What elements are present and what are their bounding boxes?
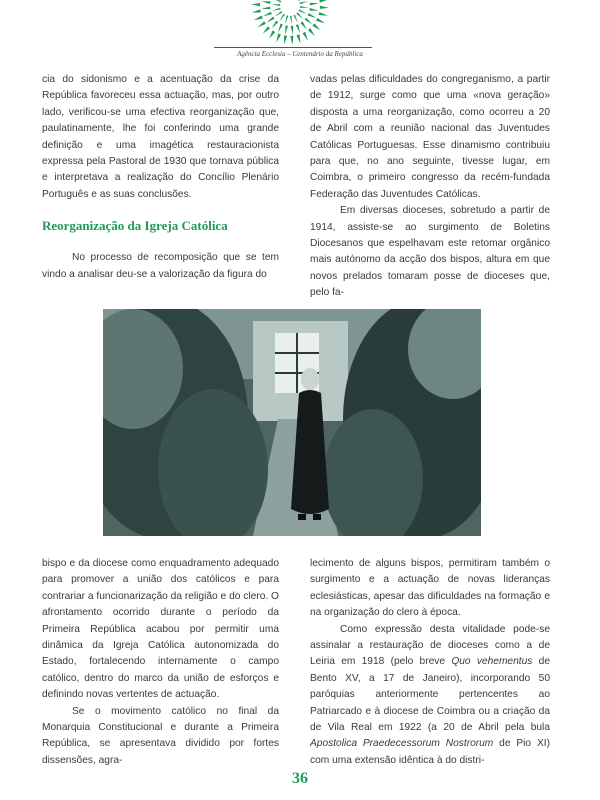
logo-ray [305,18,313,25]
text-run: Como expressão desta vitalidade pode-se assinalar a restauração de dioceses como a de Leiria em 1918 (pelo breve [310,623,550,668]
logo-ray [266,17,274,23]
header-caption: Agência Ecclesia – Centenário da República [237,50,363,58]
logo-ray [273,0,282,3]
paragraph: bispo e da diocese como enquadramento adequado para promover a união dos católicos e para contrariar a funcionarização da religião e do clero. O afrontamento ocorrido durante o período da Primeira República acabou por permitir uma dinâmica da Igreja Católica autonomizada do Estado, fortalecendo internamente o campo católico, dentro do marco da união de esforços e definindo novas vertentes de actuação. [42,558,279,701]
logo-ray [254,16,263,21]
paragraph: cia do sidonismo e a acentuação da crise da República favoreceu essa actuação, mas, por outro lado, verificou-se uma efectiva reorganização que, paulatinamente, lhe foi conferindo uma grande definição e uma imagética restauracionista expressa pela Pastoral de 1930 que tornava pública e interpretava a realização do Concílio Plenário Português e as suas conclusões. [42,74,279,200]
paragraph: No processo de recomposição que se tem vindo a analisar deu-se a valorização da figura do [42,252,279,280]
paragraph: Em diversas dioceses, sobretudo a partir de 1914, assiste-se ao surgimento de Boletins Diocesanos que espelhavam este retomar orgânico mais autónomo da acção dos bispos, altura em que novos prelados tomaram posse de dioceses que, pelo fa- [310,205,550,299]
photo-illustration [103,309,481,536]
photo-bishop-in-garden [103,309,481,536]
header-rule [214,47,372,48]
logo-ray [272,8,281,11]
logo-ray [299,1,308,4]
italic-title: Apostolica Praedecessorum Nostrorum [310,738,494,750]
logo-ray [274,11,282,17]
logo-ray [293,15,298,24]
logo-ray [319,0,328,3]
logo-ray [263,26,270,34]
logo-ray [308,13,317,18]
logo-ray [297,34,301,43]
logo-ray [316,18,325,24]
logo-ray [313,23,321,30]
logo-ray [285,26,288,35]
logo-ray [285,15,288,24]
logo-ray [252,9,261,12]
logo-ray [272,21,279,29]
logo-ray [301,22,307,30]
paragraph: vadas pelas dificuldades do congreganismo, a partir de 1912, surge como que uma «nova geração» disposta a uma reorganização, como ocorreu a 20 de Abril com a reunião nacional das Juventudes Católicas Portuguesas. Esse dinamismo contribuiu para que, no ano seguinte, tivesse lugar, em Coimbra, o primeiro congresso da recém-fundada Federação das Juventudes Católicas. [310,74,550,200]
italic-title: Quo vehementus [451,656,533,668]
sunburst-logo-icon [244,0,336,44]
logo-ray [258,21,266,27]
logo-ray [319,12,328,16]
logo-ray [291,26,294,35]
logo-ray [263,12,272,16]
paragraph: Se o movimento católico no final da Monarquia Constitucional e durante a Primeira República, se apresentava dividido por fortes dissensões, agra- [42,705,279,766]
text-run: de Bento XV, a 17 de Janeiro), incorporando 50 paróquias anteriormente pertencentes ao Patriarcado e à diocese de Coimbra ou a criação da de Vila Real em 1922 (a 20 de Abril pela bula [310,656,550,734]
right-column-top [310,72,550,302]
right-column-bottom [310,556,550,769]
text-run: de Pio XI) com uma extensão idêntica à do distri- [310,738,550,766]
logo-ray [320,6,329,9]
logo-ray [296,24,300,33]
left-column-top [42,72,279,283]
logo-ray [269,30,275,39]
logo-ray [261,1,270,4]
logo-ray [251,3,260,6]
logo-ray [279,14,285,22]
logo-ray [278,24,283,33]
section-heading: Reorganização da Igreja Católica [42,218,228,234]
logo-ray [290,16,292,25]
logo-ray [299,9,308,14]
logo-ray [276,34,281,43]
paragraph [310,622,550,770]
logo-ray [303,32,309,41]
logo-ray [310,3,319,6]
page-number: 36 [292,770,308,787]
logo-ray [308,28,315,36]
logo-ray [296,12,303,19]
logo-ray [300,6,309,8]
logo-ray [261,7,270,10]
logo-ray [271,4,280,6]
left-column-bottom [42,556,279,769]
logo-ray [310,8,319,11]
logo-ray [284,35,287,44]
logo-ray [298,0,306,1]
paragraph: lecimento de alguns bispos, permitiram também o surgimento e a actuação de novas lideranças eclesiásticas, apesar das dificuldades na formação e na organização do clero à época. [310,558,550,619]
logo-ray [290,36,293,44]
